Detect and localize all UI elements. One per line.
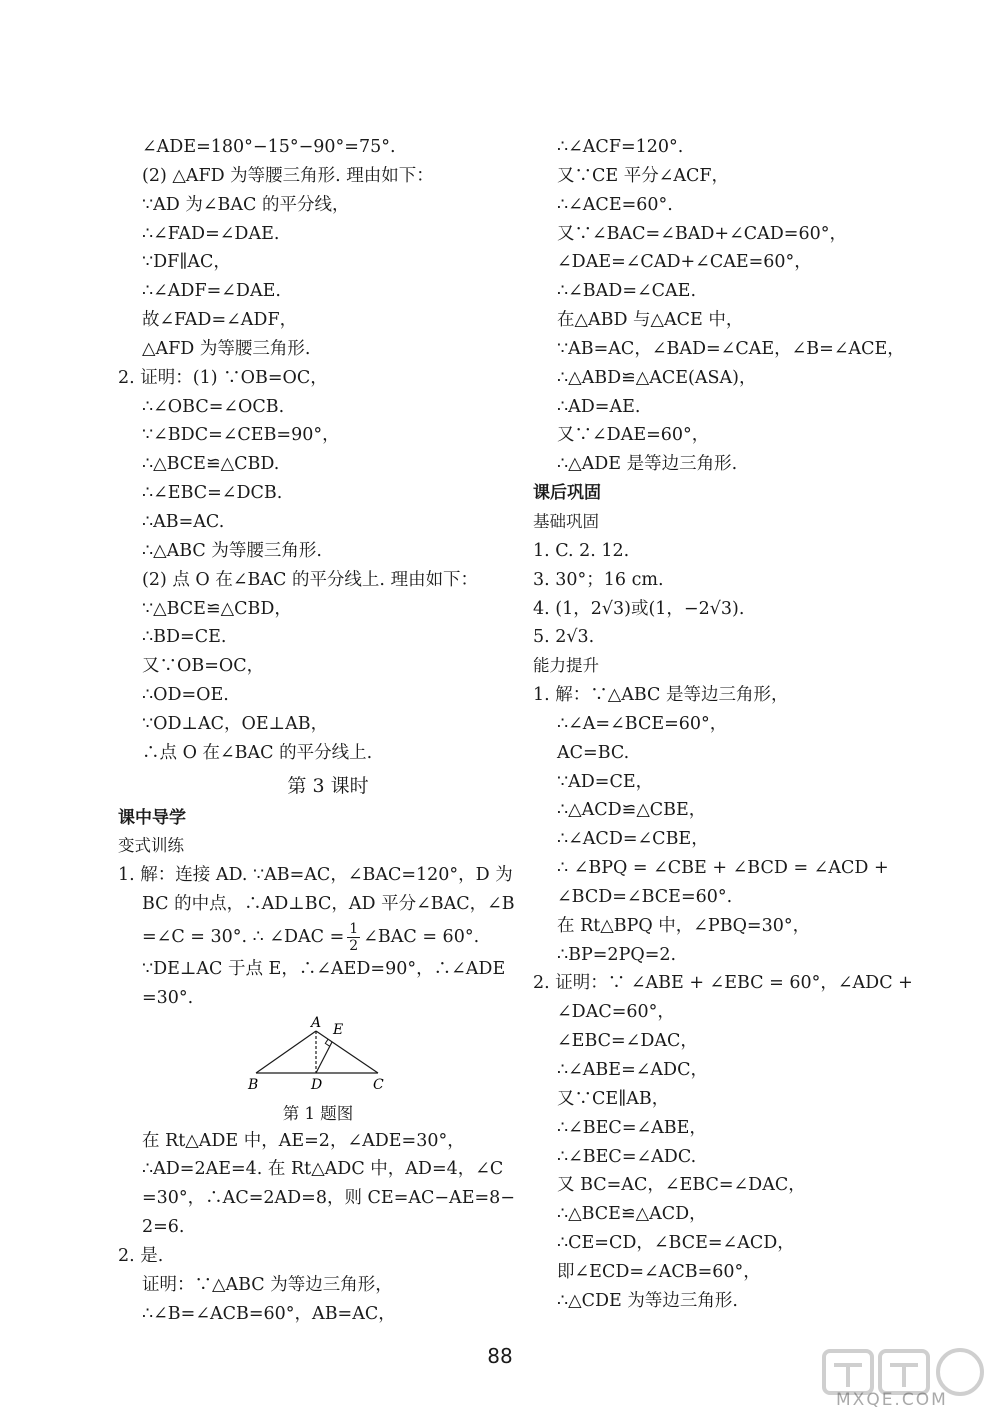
text-line: (2) 点 O 在∠BAC 的平分线上. 理由如下： <box>142 569 479 590</box>
answer-line: 4. (1，2√3)或(1，−2√3). <box>533 598 745 619</box>
text-line: 又∵∠BAC=∠BAD+∠CAD=60°， <box>557 223 847 244</box>
subsection-title: 能力提升 <box>533 656 599 676</box>
text-line: 2. 是. <box>118 1246 164 1266</box>
text-line: ∴∠ACF=120°. <box>557 137 684 157</box>
text-line: 即∠ECD=∠ACB=60°， <box>557 1261 761 1282</box>
text-line: ∴△ABC 为等腰三角形. <box>142 540 322 561</box>
right-column <box>533 133 933 1316</box>
text-line: ∴∠BEC=∠ABE， <box>557 1117 707 1138</box>
text-line: ∴∠A=∠BCE=60°， <box>557 713 728 734</box>
text-line: ∴∠ADF=∠DAE. <box>142 281 281 302</box>
triangle-diagram <box>118 1013 498 1101</box>
text-line: ∴AD=2AE=4. 在 Rt△ADC 中，AD=4，∠C <box>142 1159 504 1180</box>
text-line: ∴∠ACE=60°. <box>557 194 673 215</box>
text-line: ∴∠B=∠ACB=60°，AB=AC， <box>142 1303 396 1324</box>
text-line: ∵△BCE≌△CBD， <box>142 598 292 619</box>
text-line: ∵AB=AC，∠BAD=∠CAE，∠B=∠ACE， <box>557 338 905 359</box>
text-line: 又∵CE 平分∠ACF， <box>557 165 730 186</box>
text-line: ∴△ADE 是等边三角形. <box>557 454 738 475</box>
text-line: ∴∠ABE=∠ADC， <box>557 1060 708 1080</box>
text-line: ∴BD=CE. <box>142 627 227 648</box>
text-line: ∵∠BDC=∠CEB=90°， <box>142 425 340 446</box>
text-line: ∠DAC=60°， <box>557 1002 675 1023</box>
text-line: =30°，∴AC=2AD=8，则 CE=AC−AE=8− <box>142 1188 515 1209</box>
text-line: ∠EBC=∠DAC， <box>557 1031 698 1052</box>
text-fragment: =∠C = 30°. ∴ ∠DAC = <box>142 926 345 947</box>
segment-de <box>316 1042 332 1073</box>
answer-line: 1. C. 2. 12. <box>533 540 630 561</box>
lesson-title: 第 3 课时 <box>287 774 369 797</box>
fraction-denominator: 2 <box>349 937 359 954</box>
fraction <box>347 921 360 954</box>
figure-caption: 第 1 题图 <box>282 1103 354 1123</box>
text-line: ∠ADE=180°−15°−90°=75°. <box>142 137 396 157</box>
segment-ac <box>316 1031 378 1073</box>
text-line: 故∠FAD=∠ADF， <box>142 310 298 331</box>
label-b: B <box>248 1076 259 1093</box>
text-line: ∴△CDE 为等边三角形. <box>557 1290 738 1311</box>
text-fragment: ∠BAC = 60°. <box>363 926 480 947</box>
answer-line: 3. 30°；16 cm. <box>533 569 664 590</box>
text-line: ∠DAE=∠CAD+∠CAE=60°， <box>557 252 812 273</box>
text-line: ∴∠OBC=∠OCB. <box>142 396 285 417</box>
text-line: 在△ABD 与△ACE 中， <box>557 310 744 331</box>
text-line: ∴OD=OE. <box>142 685 229 706</box>
fraction-numerator: 1 <box>349 920 359 937</box>
text-line: ∴∠BEC=∠ADC. <box>557 1146 697 1167</box>
text-line: 1. 解：∵△ABC 是等边三角形， <box>533 685 789 706</box>
text-line: 2. 证明：(1) ∵OB=OC， <box>118 367 328 388</box>
text-line: ∵AD=CE， <box>557 771 654 792</box>
text-line: AC=BC. <box>557 742 630 763</box>
text-line: 在 Rt△ADE 中，AE=2，∠ADE=30°， <box>142 1130 465 1151</box>
text-line: 又 BC=AC，∠EBC=∠DAC， <box>557 1175 806 1196</box>
text-line: =30°. <box>142 987 194 1008</box>
section-title: 课中导学 <box>118 807 186 828</box>
text-line: ∴∠FAD=∠DAE. <box>142 223 280 244</box>
text-line: ∴BP=2PQ=2. <box>557 944 677 965</box>
section-title: 课后巩固 <box>533 483 601 504</box>
text-line: ∴△ACD≌△CBE， <box>557 800 707 821</box>
text-line: ∴∠ACD=∠CBE， <box>557 829 709 850</box>
text-line: △AFD 为等腰三角形. <box>142 338 311 359</box>
text-line: ∴AB=AC. <box>142 511 225 532</box>
segment-ab <box>256 1031 316 1073</box>
text-line: ∵DE⊥AC 于点 E，∴∠AED=90°，∴∠ADE <box>142 958 506 979</box>
text-line: ∵DF∥AC， <box>142 252 231 273</box>
label-c: C <box>373 1076 384 1093</box>
left-column <box>118 133 515 1329</box>
label-d: D <box>311 1076 323 1093</box>
watermark-text: MXQE.COM <box>836 1390 948 1410</box>
text-line: BC 的中点，∴AD⊥BC，AD 平分∠BAC，∠B <box>142 894 515 915</box>
triangle-figure <box>118 1013 498 1101</box>
text-line: 又∵CE∥AB， <box>557 1088 670 1109</box>
text-line: 2=6. <box>142 1217 185 1238</box>
fraction-line <box>118 919 498 955</box>
text-line: ∴△ABD≌△ACE(ASA)， <box>557 367 757 388</box>
subsection-title: 基础巩固 <box>533 511 599 531</box>
text-line: ∴∠EBC=∠DCB. <box>142 483 283 504</box>
page-number: 88 <box>487 1344 513 1368</box>
text-line: 2. 证明：∵ ∠ABE + ∠EBC = 60°，∠ADC + <box>533 973 913 994</box>
text-line: ∴△BCE≌△CBD. <box>142 454 280 475</box>
text-line: 又∵∠DAE=60°， <box>557 425 710 446</box>
text-line: 在 Rt△BPQ 中，∠PBQ=30°， <box>557 915 811 936</box>
label-e: E <box>333 1021 344 1038</box>
text-line: ∴△BCE≌△ACD， <box>557 1204 707 1225</box>
label-a: A <box>311 1014 322 1031</box>
text-line: ∵OD⊥AC，OE⊥AB， <box>142 713 329 734</box>
text-line: ∴ ∠BPQ = ∠CBE + ∠BCD = ∠ACD + <box>557 858 889 879</box>
answer-line: 5. 2√3. <box>533 627 595 648</box>
text-line: ∴AD=AE. <box>557 396 641 417</box>
text-line: ∴CE=CD，∠BCE=∠ACD， <box>557 1233 795 1254</box>
text-line: ∠BCD=∠BCE=60°. <box>557 886 733 907</box>
text-line: ∴∠BAD=∠CAE. <box>557 281 697 302</box>
text-line: ∴点 O 在∠BAC 的平分线上. <box>142 742 373 763</box>
subsection-title: 变式训练 <box>118 836 184 856</box>
text-line: (2) △AFD 为等腰三角形. 理由如下： <box>142 165 434 186</box>
text-line: 1. 解：连接 AD. ∵AB=AC，∠BAC=120°，D 为 <box>118 865 513 886</box>
text-line: ∵AD 为∠BAC 的平分线， <box>142 194 350 215</box>
text-line: 又∵OB=OC， <box>142 656 265 677</box>
text-line: 证明：∵△ABC 为等边三角形， <box>142 1274 393 1295</box>
